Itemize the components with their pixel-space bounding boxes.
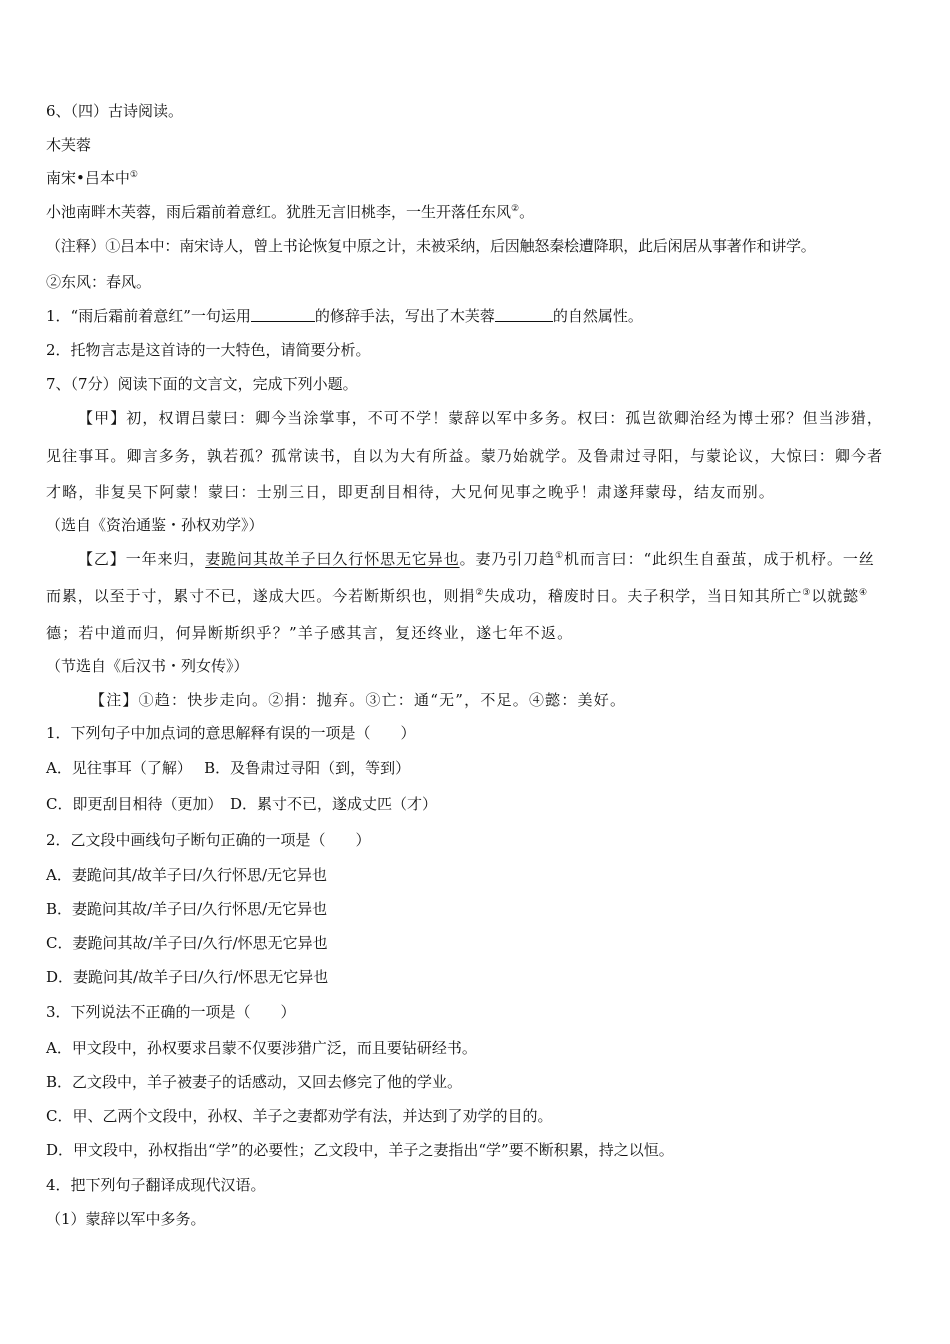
poem-note-1: （注释）①吕本中：南宋诗人，曾上书论恢复中原之计，未被采纳，后因触怒秦桧遭降职，此后闲居从事著作和讲学。 bbox=[46, 237, 816, 255]
question-7-3: 3．下列说法不正确的一项是（ ） bbox=[46, 1003, 296, 1021]
option-line: C．即更刮目相待（更加） D．累寸不已，遂成丈匹（才） bbox=[46, 795, 438, 813]
question-6-2: 2．托物言志是这首诗的一大特色，请简要分析。 bbox=[46, 341, 371, 359]
poem-text-end: 。 bbox=[519, 203, 535, 221]
option-a: A．甲文段中，孙权要求吕蒙不仅要涉猎广泛，而且要钻研经书。 bbox=[46, 1039, 477, 1057]
footnote-mark: ② bbox=[475, 588, 485, 598]
passage-yi-line bbox=[46, 586, 868, 606]
option-line: A．见往事耳（了解） B．及鲁肃过寻阳（到，等到） bbox=[46, 759, 411, 777]
option-d: D．妻跪问其/故羊子曰/久行/怀思无它异也 bbox=[46, 968, 329, 986]
passage-text: 而累，以至于寸，累寸不已，遂成大匹。今若断斯织也，则捐 bbox=[46, 587, 476, 605]
translation-item-1: （1）蒙辞以军中多务。 bbox=[46, 1210, 206, 1228]
passage-yi-line: 德；若中道而归，何异断斯织乎？”羊子感其言，复还终业，遂七年不返。 bbox=[46, 624, 574, 642]
question-6-1 bbox=[46, 306, 643, 326]
option-b: B．妻跪问其故/羊子曰/久行怀思/无它异也 bbox=[46, 900, 328, 918]
footnote-mark: ① bbox=[555, 551, 564, 561]
question-7-1: 1．下列句子中加点词的意思解释有误的一项是（ ） bbox=[46, 724, 416, 742]
passage-yi-line bbox=[78, 549, 875, 569]
annotation-note: 【注】①趋：快步走向。②捐：抛弃。③亡：通“无”，不足。④懿：美好。 bbox=[90, 691, 627, 709]
underlined-sentence: 妻跪问其故羊子曰久行怀思无它异也 bbox=[205, 550, 460, 568]
answer-blank bbox=[495, 307, 553, 322]
poem-note-2: ②东风：春风。 bbox=[46, 273, 152, 291]
passage-jia-line: 【甲】初，权谓吕蒙曰：卿今当涂掌事，不可不学！蒙辞以军中多务。权曰：孤岂欲卿治经为博士邪？但当涉猎， bbox=[78, 409, 884, 427]
passage-jia-line: 见往事耳。卿言多务，孰若孤？孤常读书，自以为大有所益。蒙乃始就学。及鲁肃过寻阳，与蒙论议，大惊曰：卿今者 bbox=[46, 447, 884, 465]
passage-jia-source: （选自《资治通鉴・孙权劝学》） bbox=[46, 516, 264, 534]
answer-blank bbox=[251, 307, 315, 322]
section-6-heading: 6、（四）古诗阅读。 bbox=[46, 102, 184, 120]
passage-text: 。妻乃引刀趋 bbox=[459, 550, 556, 568]
passage-jia-line: 才略，非复吴下阿蒙！蒙曰：士别三日，即更刮目相待，大兄何见事之晚乎！肃遂拜蒙母，结友而别。 bbox=[46, 483, 776, 501]
passage-yi-source: （节选自《后汉书・列女传》） bbox=[46, 657, 249, 675]
question-7-4: 4．把下列句子翻译成现代汉语。 bbox=[46, 1176, 266, 1194]
poem-title: 木芙蓉 bbox=[46, 136, 92, 154]
question-text: 1．“雨后霜前着意红”一句运用 bbox=[46, 307, 251, 325]
question-7-2: 2．乙文段中画线句子断句正确的一项是（ ） bbox=[46, 831, 371, 849]
section-7-heading: 7、（7分）阅读下面的文言文，完成下列小题。 bbox=[46, 375, 358, 393]
poem-text bbox=[46, 202, 534, 222]
option-d: D．甲文段中，孙权指出“学”的必要性；乙文段中，羊子之妻指出“学”要不断积累，持之以恒。 bbox=[46, 1141, 674, 1159]
footnote-mark: ④ bbox=[858, 588, 868, 598]
option-c: C．妻跪问其故/羊子曰/久行/怀思无它异也 bbox=[46, 934, 328, 952]
option-a: A．妻跪问其/故羊子曰/久行怀思/无它异也 bbox=[46, 866, 327, 884]
footnote-mark: ③ bbox=[802, 588, 812, 598]
poem-author-text: 南宋•吕本中 bbox=[46, 169, 130, 187]
option-b: B．乙文段中，羊子被妻子的话感动，又回去修完了他的学业。 bbox=[46, 1073, 463, 1091]
poem-author bbox=[46, 168, 138, 188]
passage-text: 失成功，稽废时日。夫子积学，当日知其所亡 bbox=[484, 587, 803, 605]
footnote-mark: ① bbox=[129, 170, 138, 180]
question-text: 的修辞手法，写出了木芙蓉 bbox=[314, 307, 495, 325]
passage-text: 机而言曰：“此织生自蚕茧，成于机杼。一丝 bbox=[563, 550, 875, 568]
passage-text: 以就懿 bbox=[811, 587, 859, 605]
poem-text-main: 小池南畔木芙蓉，雨后霜前着意红。犹胜无言旧桃李，一生开落任东风 bbox=[46, 203, 512, 221]
passage-text: 【乙】一年来归， bbox=[78, 550, 206, 568]
footnote-mark: ② bbox=[511, 204, 520, 214]
question-text: 的自然属性。 bbox=[552, 307, 643, 325]
option-c: C．甲、乙两个文段中，孙权、羊子之妻都劝学有法，并达到了劝学的目的。 bbox=[46, 1107, 553, 1125]
